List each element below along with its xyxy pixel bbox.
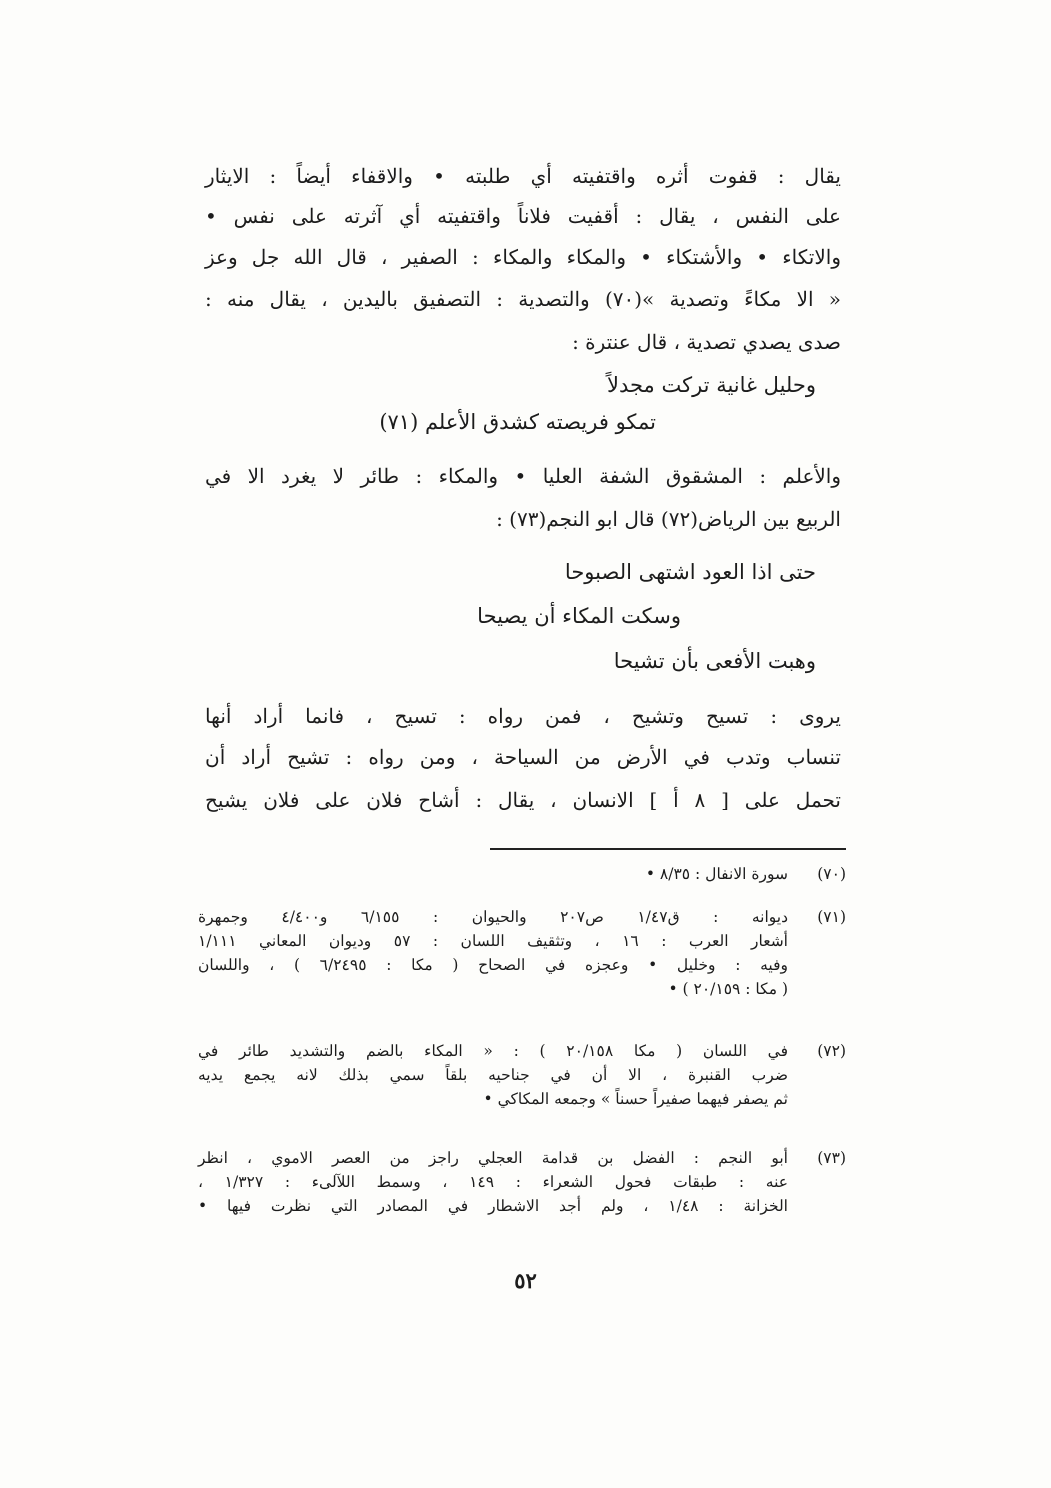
footnote-line: ( مكا : ٢٠/١٥٩ ) •	[668, 980, 788, 998]
footnote-line: أبو النجم : الفضل بن قدامة العجلي راجز من العصر الاموي ، انظر	[198, 1149, 788, 1167]
footnote	[196, 905, 846, 1005]
footnote-number: (٧٢)	[817, 1042, 846, 1060]
text-line: يقال : قفوت أثره واقتفيته أي طلبته • والاقفاء أيضاً : الايثار	[205, 164, 841, 188]
text-line: تنساب وتدب في الأرض من السياحة ، ومن رواه : تشيح أراد أن	[205, 745, 841, 769]
footnote	[196, 862, 846, 888]
footnote-body	[198, 1039, 788, 1111]
footnote-body	[198, 1146, 788, 1218]
footnote-line: ثم يصفر فيهما صفيراً حسناً » وجمعه المكاكي •	[483, 1090, 788, 1108]
text-line: « الا مكاءً وتصدية »(٧٠) والتصدية : التصفيق باليدين ، يقال منه :	[205, 287, 841, 311]
footnote-line: سورة الانفال : ٨/٣٥ •	[645, 865, 788, 883]
verse-line: وحليل غانية تركت مجدلاً	[606, 373, 816, 397]
footnote-line: أشعار العرب : ١٦ ، وتثقيف اللسان : ٥٧ وديوان المعاني ١/١١١	[198, 932, 788, 950]
text-line: يروى : تسيح وتشيح ، فمن رواه : تسيح ، فانما أراد أنها	[205, 704, 841, 728]
text-line: صدى يصدي تصدية ، قال عنترة :	[572, 330, 841, 354]
verse-line: تمكو فريصته كشدق الأعلم (٧١)	[379, 410, 656, 434]
footnote-line: ديوانه : ق١/٤٧ ص٢٠٧ والحيوان : ٦/١٥٥ و٤/٤٠٠ وجمهرة	[198, 908, 788, 926]
footnote-line: في اللسان ( مكا ٢٠/١٥٨ ) : « المكاء بالضم والتشديد طائر في	[198, 1042, 789, 1060]
text-line: تحمل على [ ٨ أ ] الانسان ، يقال : أشاح فلان على فلان يشيح	[205, 788, 841, 812]
footnote-body	[198, 905, 788, 1001]
footnote-line: الخزانة : ١/٤٨ ، ولم أجد الاشطار في المصادر التي نظرت فيها •	[198, 1197, 788, 1215]
footnote	[196, 1039, 846, 1115]
footnote-line: وفيه : وخليل • وعجزه في الصحاح ( مكا : ٦/٢٤٩٥ ) ، واللسان	[198, 956, 788, 974]
verse-line: وهبت الأفعى بأن تشيحا	[613, 649, 816, 673]
footnote-line: عنه : طبقات فحول الشعراء : ١٤٩ ، وسمط اللآلىء : ١/٣٢٧ ،	[198, 1173, 789, 1191]
footnote-line: ضرب القنبرة ، الا أن في جناحيه بلقاً سمي بذلك لانه يجمع يديه	[198, 1066, 788, 1084]
footnote-number: (٧٠)	[817, 865, 846, 883]
text-line: والأعلم : المشقوق الشفة العليا • والمكاء : طائر لا يغرد الا في	[205, 464, 841, 488]
footnote	[196, 1146, 846, 1222]
footnote-body	[198, 862, 788, 886]
text-line: والاتكاء • والأشتكاء • والمكاء والمكاء : الصفير ، قال الله جل وعز	[205, 245, 841, 269]
text-line: على النفس ، يقال : أقفيت فلاناً واقتفيته أي آثرته على نفس •	[205, 204, 841, 228]
footnote-number: (٧١)	[817, 908, 846, 926]
verse-line: حتى اذا العود اشتهى الصبوحا	[564, 560, 816, 584]
footnote-number: (٧٣)	[817, 1149, 846, 1167]
verse-line: وسكت المكاء أن يصيحا	[477, 604, 681, 628]
text-line: الربيع بين الرياض(٧٢) قال ابو النجم(٧٣) :	[496, 507, 841, 531]
footnote-separator	[490, 848, 846, 850]
page-number: ٥٢	[514, 1268, 537, 1293]
